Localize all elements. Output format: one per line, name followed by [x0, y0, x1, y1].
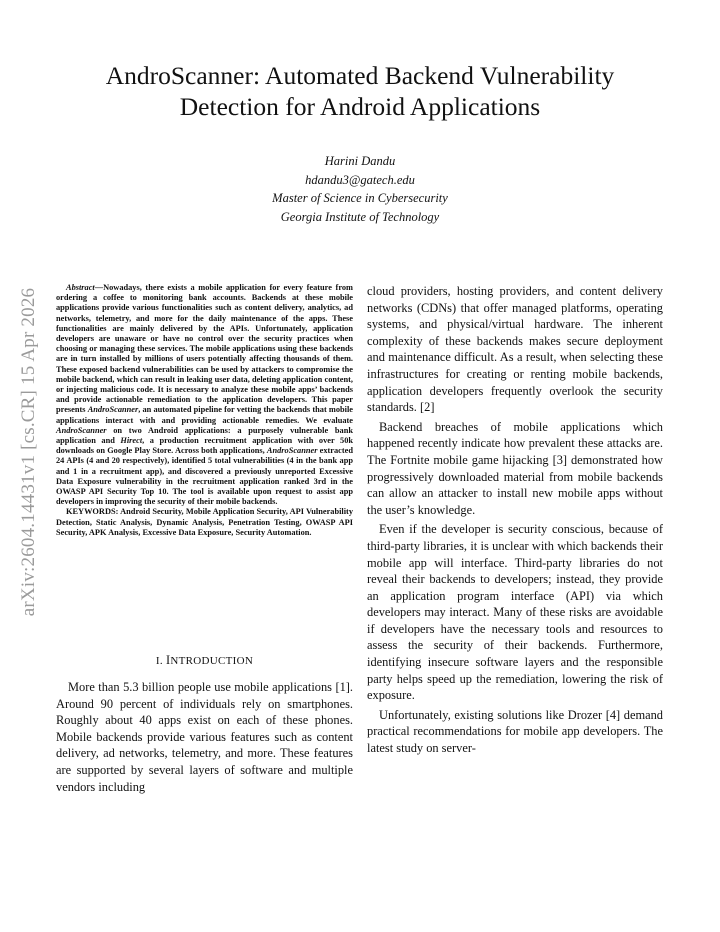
intro-paragraph-1: More than 5.3 billion people use mobile applications [1]. Around 90 percent of individuals rely on smartphones. Roughly about 40 apps exist on each of these phones. Mobile backends provide various features such as content delivery, ad networks, telemetry, and more. These features are supported by several layers of software and multiple vendors including	[56, 680, 353, 794]
author-block	[0, 152, 720, 226]
abstract-text-3: on two Android applications: a purposely vulnerable bank application and	[56, 425, 353, 446]
abstract-text-2: , an automated pipeline for vetting the backends that mobile applications interact with and providing actionable remedies. We evaluate	[56, 405, 353, 425]
right-column	[367, 283, 663, 757]
arxiv-identifier-text: arXiv:2604.14431v1 [cs.CR] 15 Apr 2026	[18, 287, 39, 617]
author-affiliation-program: Master of Science in Cybersecurity	[272, 191, 448, 205]
author-affiliation-institution: Georgia Institute of Technology	[280, 209, 440, 224]
section-title-rest: NTRODUCTION	[170, 655, 254, 667]
right-paragraph-2: Backend breaches of mobile applications which happened recently indicate how prevalent these attacks are. The Fortnite mobile game hijacking [3] demonstrated how progressively downloaded material from mobile backends can allow an attacker to install new mobile apps without the user’s knowledge.	[367, 419, 663, 517]
introduction-left-column	[56, 679, 353, 795]
abstract	[56, 283, 353, 538]
section-title-initial: I	[165, 653, 171, 667]
keywords: KEYWORDS: Android Security, Mobile Application Security, API Vulnerability Detection, Static Analysis, Dynamic Analysis, Penetration Testing, OWASP API Security, APK Analysis, Excessive Data Exposure, Security Automation.	[56, 507, 353, 537]
abstract-name-1: AndroScanner	[87, 405, 139, 415]
author-name: Harini Dandu	[324, 154, 396, 168]
arxiv-identifier	[10, 258, 48, 646]
abstract-name-4: AndroScanner	[266, 446, 318, 456]
right-paragraph-4: Unfortunately, existing solutions like Drozer [4] demand practical recommendations for mobile app developers. The latest study on server-	[367, 707, 663, 756]
author-email: hdandu3@gatech.edu	[305, 172, 415, 187]
right-paragraph-3: Even if the developer is security conscious, because of third-party libraries, it is unclear with which backends their mobile app will interface. Third-party libraries do not reveal their backends to developers; instead, they provide an application program interface (API) via which developers may interact. Many of these risks are avoidable if developers have the necessary tools and resources to assess the security of their backends. Furthermore, identifying insecure software layers and the responsible party helps speed up the remediation, lowering the risk of exposure.	[367, 522, 663, 703]
abstract-name-3: Hirect	[120, 436, 143, 446]
abstract-text-1: —Nowadays, there exists a mobile application for every feature from ordering a coffee to monitoring bank accounts. Backends at these mobile applications provide various functionalities such as content delivery, analytics, ad networks, telemetry, and more for the daily maintenance of the apps. These functionalities are mainly delivered by the APIs. Unfortunately, application developers are unaware or have no control over the security practices when choosing or managing these services. The mobile applications using these backends are in turn installed by millions of users potentially affecting thousands of them. These exposed backend vulnerabilities can be used by attackers to compromise the mobile backend, which can result in leaking user data, deleting application content, or injecting malicious code. It is necessary to analyze these mobile apps’ backends and provide actionable remediation to the application developers. This paper presents	[56, 283, 353, 415]
paper-title-line-1: AndroScanner: Automated Backend Vulnerability	[105, 61, 615, 90]
section-heading-introduction	[56, 653, 353, 668]
abstract-body	[56, 283, 353, 507]
abstract-name-2: AndroScanner	[56, 425, 107, 435]
section-number: I.	[155, 655, 166, 667]
abstract-label: Abstract	[66, 283, 95, 292]
right-paragraph-1: cloud providers, hosting providers, and content delivery networks (CDNs) that offer managed platforms, operating systems, and physical/virtual hardware. The inherent complexity of these backends makes secure deployment and maintenance difficult. As a result, when selecting these infrastructures for creating or renting mobile backends, application developers frequently overlook the security standards. [2]	[367, 284, 663, 415]
abstract-text-5: extracted 24 APIs (4 and 20 respectively), identified 5 total vulnerabilities (4 in the bank app and 1 in a recruitment app), and discovered a previously unreported Excessive Data Exposure vulnerability in the recruitment application ranked 3rd in the OWASP API Security Top 10. The tool is available upon request to assist app developers in improving the security of their mobile backends.	[56, 446, 353, 507]
abstract-text-4: , a production recruitment application with over 50k downloads on Google Play Store. Across both applications,	[56, 436, 354, 456]
paper-title-line-2: Detection for Android Applications	[179, 92, 541, 121]
paper-title	[0, 60, 720, 122]
